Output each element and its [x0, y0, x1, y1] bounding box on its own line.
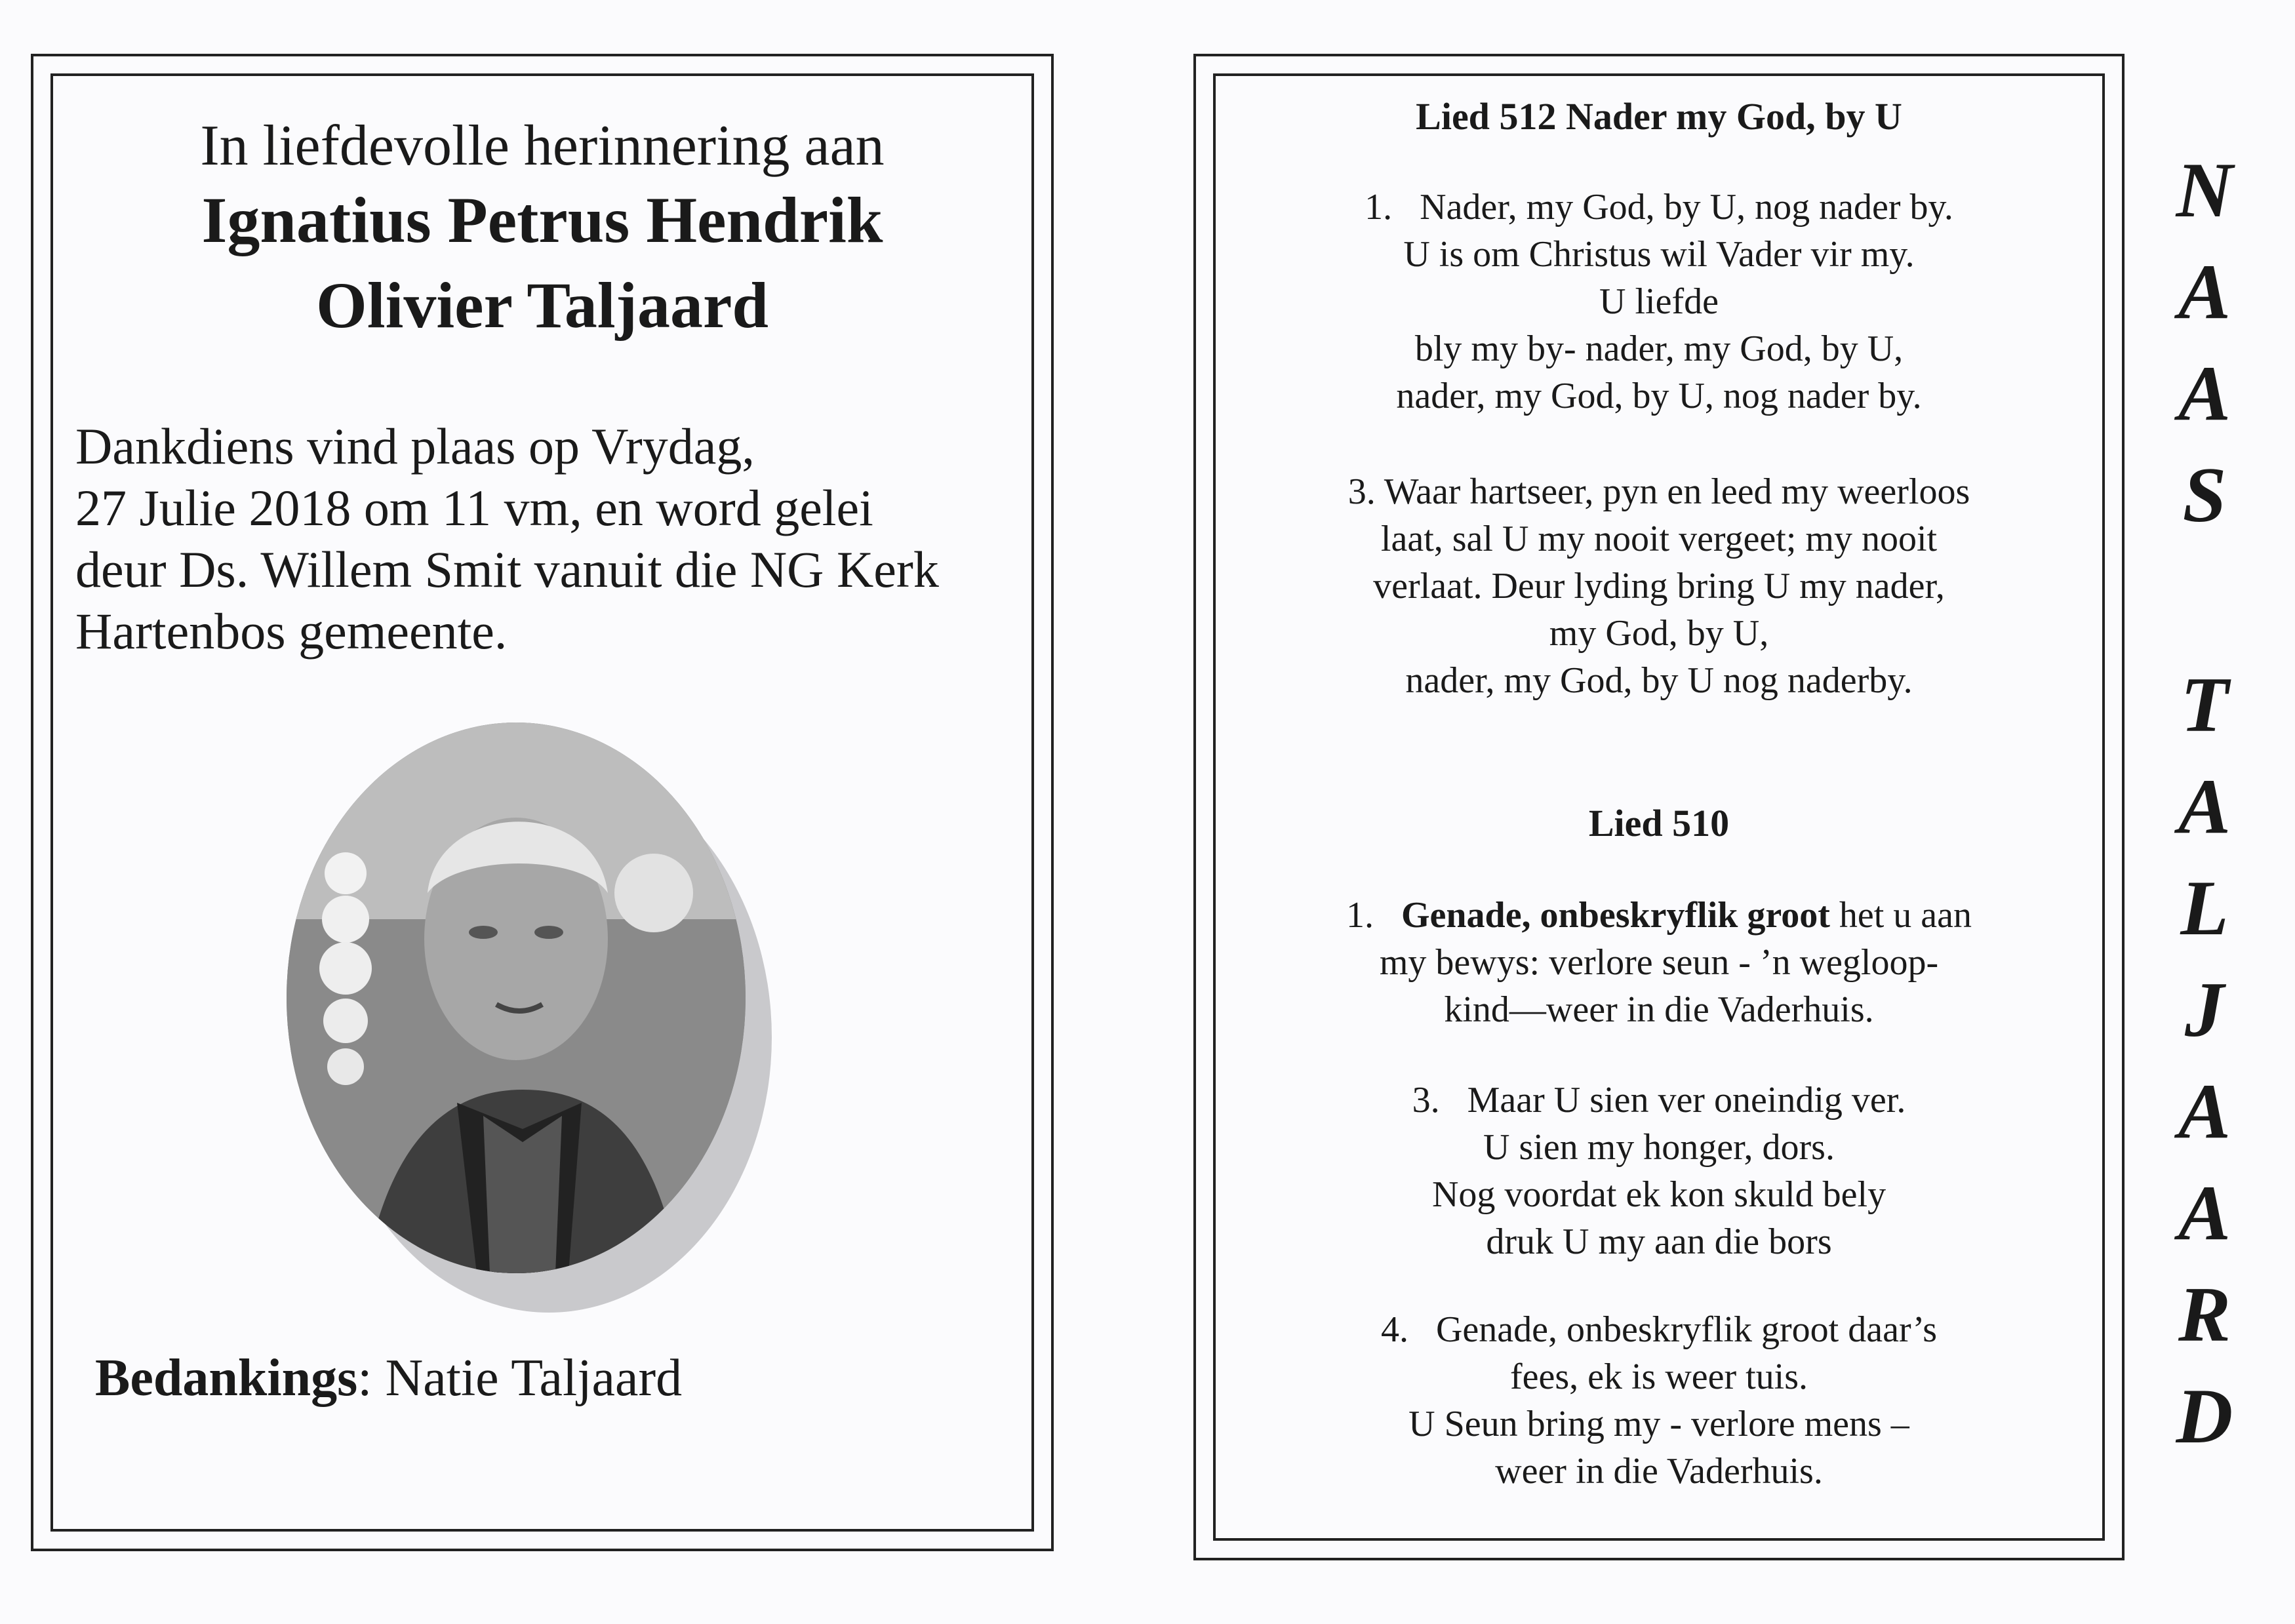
hymn-510-verse-1	[1193, 892, 2125, 1033]
verse-text: Nader, my God, by U, nog nader by.	[1420, 187, 1953, 228]
hymn-510-verse-4	[1193, 1306, 2125, 1495]
vertical-letter: A	[2178, 762, 2231, 850]
verse-line: druk U my aan die bors	[1486, 1221, 1832, 1262]
service-details	[75, 416, 939, 662]
verse-line: my bewys: verlore seun - ’n wegloop-	[1379, 942, 1939, 983]
vertical-letter: D	[2176, 1372, 2233, 1459]
hymn-512-verse-3	[1193, 468, 2125, 704]
acknowledgements	[95, 1349, 682, 1408]
verse-line: kind—weer in die Vaderhuis.	[1444, 989, 1874, 1030]
verse-line: U liefde	[1599, 281, 1719, 322]
service-line: Dankdiens vind plaas op Vrydag,	[75, 418, 755, 475]
thanks-name: Natie Taljaard	[372, 1349, 683, 1407]
verse-line: fees, ek is weer tuis.	[1509, 1357, 1808, 1397]
portrait-photo-icon	[287, 723, 746, 1273]
service-line: deur Ds. Willem Smit vanuit die NG Kerk	[75, 541, 939, 598]
verse-line	[1193, 892, 2125, 939]
verse-line: 3. Waar hartseer, pyn en leed my weerloos	[1347, 471, 1970, 512]
hymn-510-title: Lied 510	[1588, 802, 1730, 844]
verse-line: nader, my God, by U, nog nader by.	[1396, 376, 1922, 416]
verse-number: 1.	[1365, 187, 1393, 228]
vertical-letter: R	[2178, 1271, 2231, 1358]
vertical-letter: L	[2180, 864, 2229, 951]
memorial-intro: In liefdevolle herinnering aan	[200, 114, 885, 178]
verse-line: Nog voordat ek kon skuld bely	[1431, 1174, 1886, 1215]
verse-line	[1193, 184, 2125, 231]
thanks-separator: :	[357, 1349, 372, 1407]
hymns-panel	[1193, 54, 2125, 1560]
deceased-name-line1: Ignatius Petrus Hendrik	[201, 184, 883, 256]
verse-line: bly my by- nader, my God, by U,	[1414, 328, 1904, 369]
vertical-letter: A	[2178, 349, 2231, 437]
vertical-letter: A	[2178, 1169, 2231, 1256]
verse-line: laat, sal U my nooit vergeet; my nooit	[1380, 519, 1938, 559]
verse-text: Maar U sien ver oneindig ver.	[1467, 1080, 1906, 1120]
verse-number: 3.	[1412, 1080, 1440, 1120]
verse-line: U is om Christus wil Vader vir my.	[1403, 234, 1915, 275]
vertical-letter: A	[2178, 1067, 2231, 1155]
service-line: Hartenbos gemeente.	[75, 603, 508, 660]
verse-number: 4.	[1380, 1309, 1408, 1350]
verse-line: U sien my honger, dors.	[1483, 1127, 1835, 1168]
deceased-name-line2: Olivier Taljaard	[316, 269, 768, 342]
verse-text: het u aan	[1829, 895, 1972, 936]
verse-line	[1193, 1306, 2125, 1353]
vertical-letter: A	[2178, 248, 2231, 335]
hymn-510-verse-3	[1193, 1077, 2125, 1265]
verse-line: verlaat. Deur lyding bring U my nader,	[1373, 566, 1945, 606]
vertical-letter: S	[2182, 451, 2227, 538]
verse-line	[1193, 1077, 2125, 1124]
hymn-512-title: Lied 512 Nader my God, by U	[1416, 95, 1902, 138]
verse-number: 1.	[1346, 895, 1374, 936]
portrait-photo	[287, 723, 746, 1273]
vertical-letter: T	[2180, 661, 2229, 748]
thanks-label: Bedankings	[95, 1349, 358, 1407]
verse-line: U Seun bring my - verlore mens –	[1408, 1404, 1909, 1444]
vertical-letter: J	[2185, 966, 2224, 1053]
service-line: 27 Julie 2018 om 11 vm, en word gelei	[75, 479, 873, 536]
verse-line: nader, my God, by U nog naderby.	[1405, 660, 1913, 701]
memorial-panel	[31, 54, 1054, 1551]
verse-line: weer in die Vaderhuis.	[1495, 1451, 1823, 1492]
verse-line: my God, by U,	[1549, 613, 1769, 654]
vertical-letter: N	[2176, 146, 2233, 233]
verse-emphasis: Genade, onbeskryflik groot	[1401, 895, 1830, 936]
hymn-512-verse-1	[1193, 184, 2125, 420]
verse-text: Genade, onbeskryflik groot daar’s	[1435, 1309, 1938, 1350]
portrait-frame	[287, 723, 798, 1313]
